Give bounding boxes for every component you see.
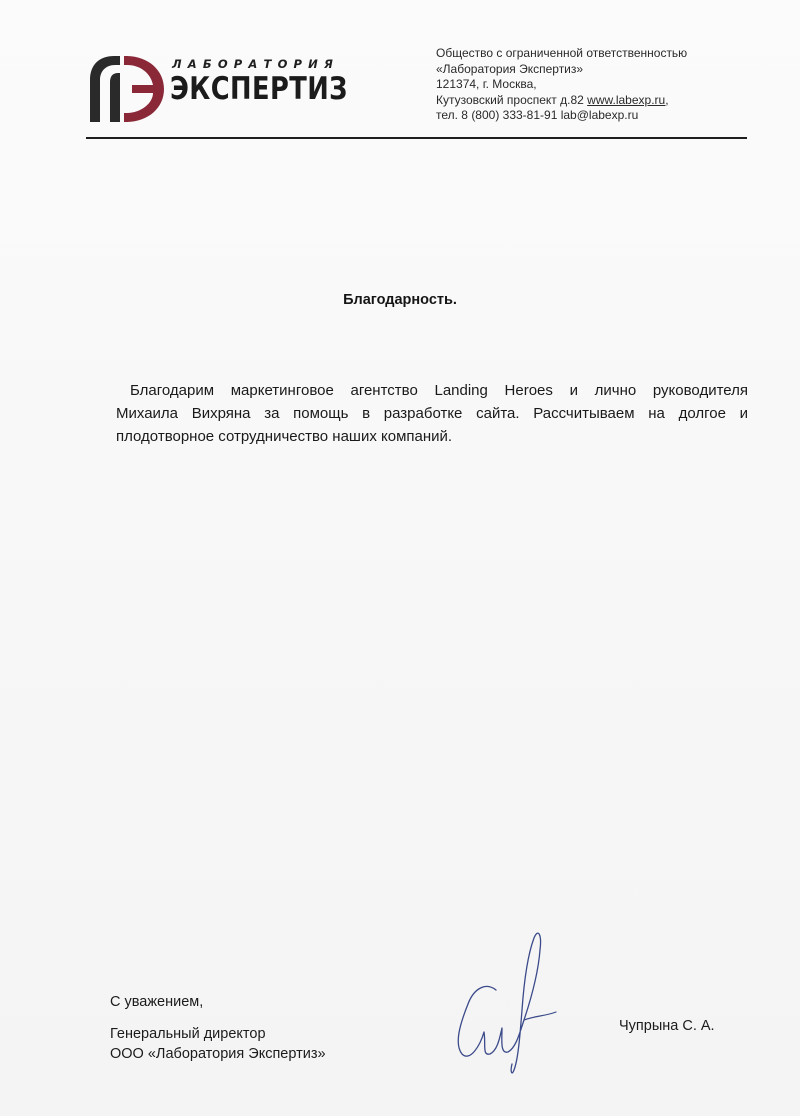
signer-organization: ООО «Лаборатория Экспертиз»	[110, 1046, 326, 1062]
letterhead-divider	[86, 137, 747, 139]
closing-spacer	[110, 1012, 326, 1024]
company-name: «Лаборатория Экспертиз»	[436, 61, 584, 76]
letter-closing	[110, 992, 326, 1064]
company-email: lab@labexp.ru	[560, 108, 639, 122]
company-address: Кутузовский проспект д.82	[436, 92, 584, 107]
company-logo	[86, 52, 346, 124]
company-phone: тел. 8 (800) 333-81-91	[436, 108, 558, 122]
letter-title: Благодарность.	[343, 292, 457, 308]
company-website-link[interactable]: www.labexp.ru,	[587, 92, 669, 107]
logo-mark-dark-leg	[110, 73, 120, 122]
letter-body	[116, 379, 748, 448]
signature-stroke-main	[458, 933, 540, 1073]
handwritten-signature	[440, 920, 570, 1080]
lab-expertiz-monogram-icon	[86, 52, 168, 124]
letter-body-line: плодотворное сотрудничество наших компаний.	[116, 428, 453, 445]
company-address-line	[436, 93, 687, 109]
signer-name: Чупрына С. А.	[619, 1018, 715, 1034]
company-contact-line	[436, 108, 687, 124]
company-postal: 121374, г. Москва,	[436, 77, 537, 91]
signer-position: Генеральный директор	[110, 1026, 266, 1042]
logo-top-text: ЛАБОРАТОРИЯ	[172, 57, 340, 71]
letter-body-line: Михаила Вихряна за помощь в разработке сайта. Рассчитываем на долгое и	[116, 405, 748, 422]
letter-body-line: Благодарим маркетинговое агентство Landing Heroes и лично руководителя	[130, 382, 748, 399]
company-info	[436, 46, 687, 124]
company-legal-form: Общество с ограниченной ответственностью	[436, 46, 688, 60]
closing-salutation: С уважением,	[110, 994, 204, 1010]
logo-bottom-text: ЭКСПЕРТИЗ	[170, 71, 348, 107]
signature-stroke-tail	[524, 1012, 556, 1020]
logo-mark-accent-part	[124, 56, 164, 122]
